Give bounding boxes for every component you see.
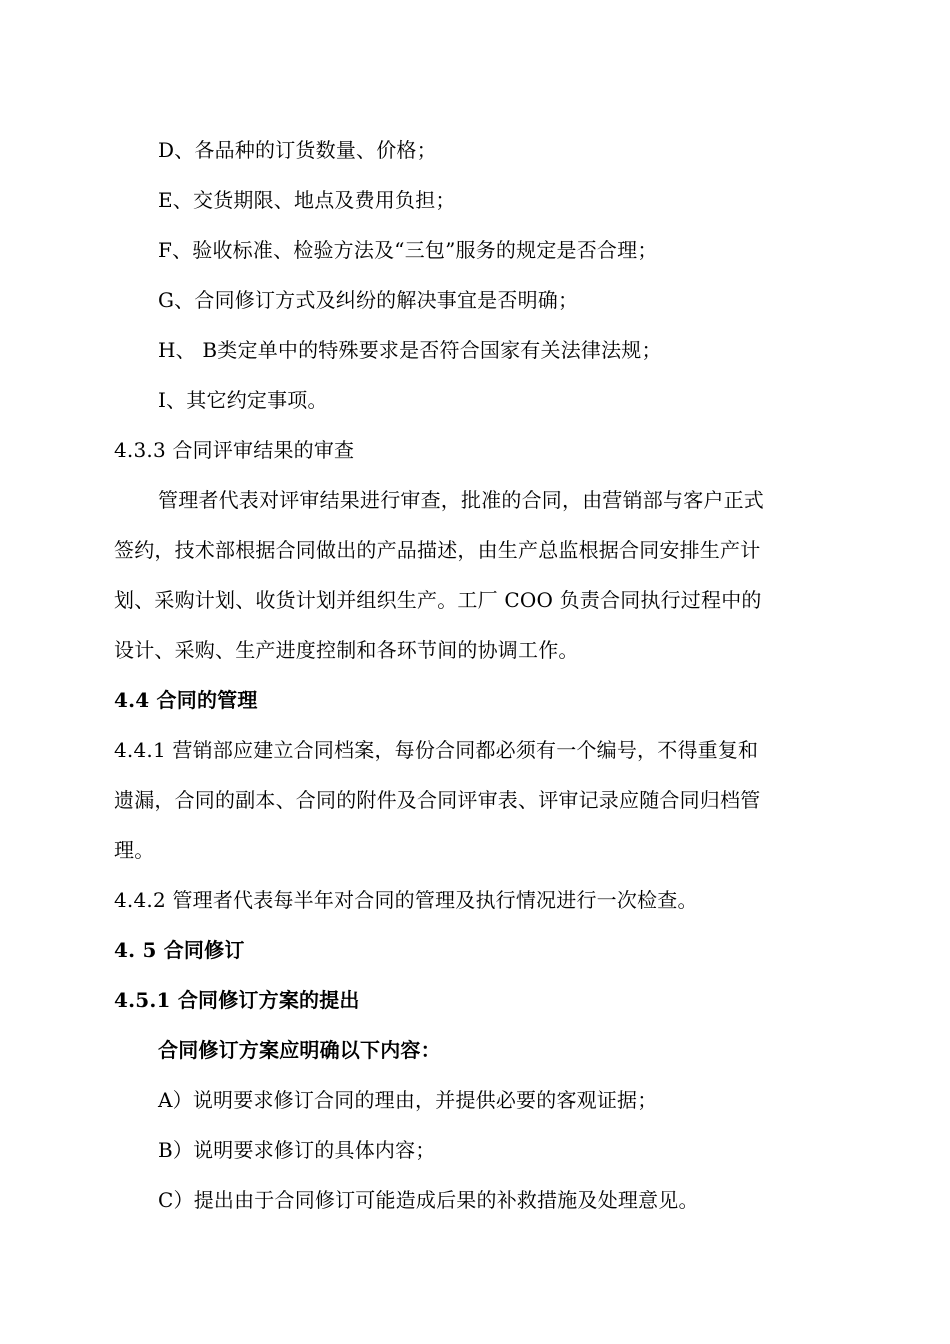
section-heading-4-3-3: 4.3.3 合同评审结果的审查: [114, 438, 355, 462]
paragraph-4-4-1-line-1: 4.4.1 营销部应建立合同档案，每份合同都必须有一个编号，不得重复和: [114, 738, 759, 762]
paragraph-4-4-1-line-2: 遗漏，合同的副本、合同的附件及合同评审表、评审记录应随合同归档管: [114, 788, 761, 812]
paragraph-4-3-3-line-3: 划、采购计划、收货计划并组织生产。工厂 COO 负责合同执行过程中的: [114, 588, 762, 612]
paragraph-4-3-3-line-4: 设计、采购、生产进度控制和各环节间的协调工作。: [114, 638, 579, 662]
list-item-i: I、其它约定事项。: [158, 388, 328, 412]
list-item-h: H、 B类定单中的特殊要求是否符合国家有关法律法规；: [158, 338, 662, 362]
paragraph-4-3-3-line-2: 签约，技术部根据合同做出的产品描述，由生产总监根据合同安排生产计: [114, 538, 761, 562]
paragraph-4-4-2: 4.4.2 管理者代表每半年对合同的管理及执行情况进行一次检查。: [114, 888, 698, 912]
section-heading-4-4: 4.4 合同的管理: [114, 688, 258, 712]
paragraph-4-4-1-line-3: 理。: [114, 838, 155, 862]
paragraph-4-3-3-line-1: 管理者代表对评审结果进行审查，批准的合同，由营销部与客户正式: [158, 488, 764, 512]
subheading-4-5-1: 合同修订方案应明确以下内容：: [158, 1038, 441, 1062]
section-heading-4-5: 4. 5 合同修订: [114, 938, 245, 962]
list-item-e: E、交货期限、地点及费用负担；: [158, 188, 456, 212]
section-heading-4-5-1: 4.5.1 合同修订方案的提出: [114, 988, 360, 1012]
list-item-b: B）说明要求修订的具体内容；: [158, 1138, 436, 1162]
list-item-g: G、合同修订方式及纠纷的解决事宜是否明确；: [158, 288, 579, 312]
list-item-a: A）说明要求修订合同的理由，并提供必要的客观证据；: [158, 1088, 658, 1112]
list-item-d: D、各品种的订货数量、价格；: [158, 138, 437, 162]
list-item-c: C）提出由于合同修订可能造成后果的补救措施及处理意见。: [158, 1188, 699, 1212]
list-item-f: F、验收标准、检验方法及“三包”服务的规定是否合理；: [158, 238, 658, 262]
